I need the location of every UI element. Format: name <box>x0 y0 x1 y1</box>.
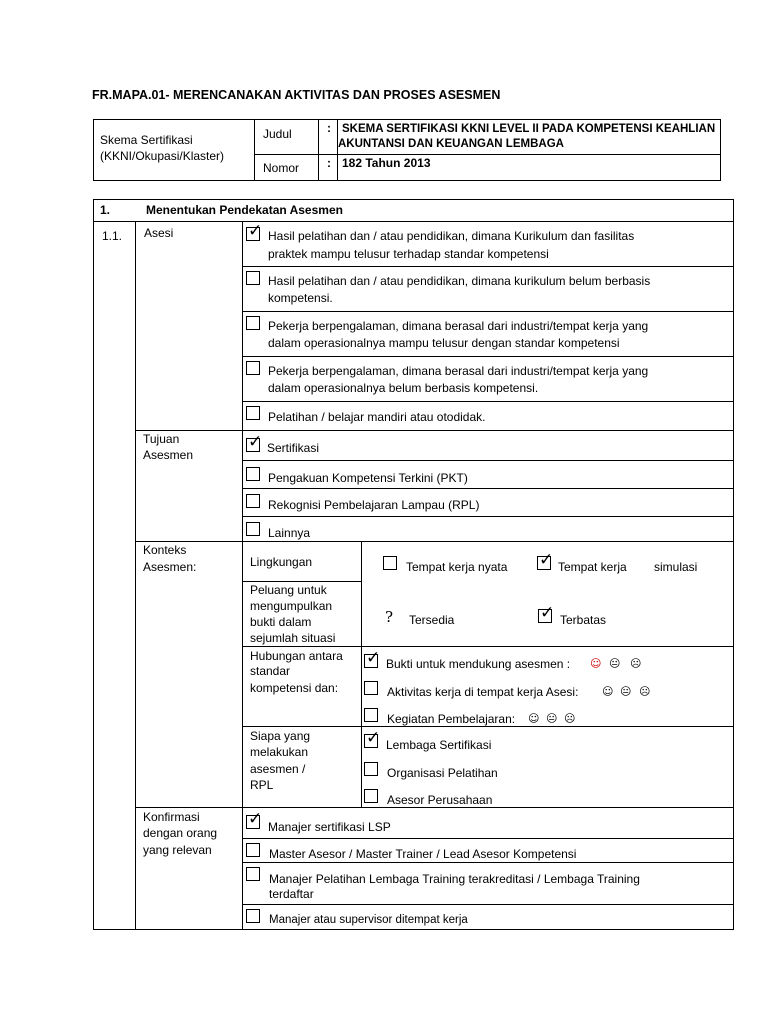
tempat-kerja-simulasi-label: Tempat kerja <box>558 560 627 574</box>
lembaga-sertifikasi-checkbox[interactable] <box>364 728 381 748</box>
asesi-option-1: Hasil pelatihan dan / atau pendidikan, dimana Kurikulum dan fasilitas <box>268 229 635 243</box>
bukti-label: Bukti untuk mendukung asesmen : <box>386 657 571 671</box>
konfirmasi-label: Konfirmasi <box>143 810 200 824</box>
judul-value-line2: AKUNTANSI DAN KEUANGAN LEMBAGA <box>338 138 564 150</box>
asesi-option-2-checkbox[interactable] <box>246 271 260 285</box>
konteks-label-line2: Asesmen: <box>143 560 197 574</box>
kegiatan-checkbox[interactable] <box>364 708 378 722</box>
terbatas-label: Terbatas <box>560 613 607 627</box>
tujuan-option-3: Rekognisi Pembelajaran Lampau (RPL) <box>268 498 480 512</box>
hubungan-label: Hubungan antara <box>250 649 343 663</box>
tujuan-label-line2: Asesmen <box>143 448 194 462</box>
konfirmasi-option-3-line2: terdaftar <box>269 887 314 901</box>
nomor-value: 182 Tahun 2013 <box>342 156 431 170</box>
check-icon: ✓ <box>248 432 263 451</box>
terbatas-checkbox[interactable] <box>538 603 555 623</box>
asesi-option-3: Pekerja berpengalaman, dimana berasal dari industri/tempat kerja yang <box>268 319 649 333</box>
aktivitas-checkbox[interactable] <box>364 681 378 695</box>
asesi-option-1-checkbox[interactable] <box>246 221 263 241</box>
tujuan-option-3-checkbox[interactable] <box>246 494 260 508</box>
asesi-option-3-line2: dalam operasionalnya mampu telusur dengan standar kompetensi <box>268 336 620 350</box>
peluang-label-line3: bukti dalam <box>250 615 312 629</box>
tempat-kerja-simulasi-checkbox[interactable] <box>537 550 554 570</box>
tempat-kerja-nyata-checkbox[interactable] <box>383 556 397 570</box>
tempat-kerja-nyata-label: Tempat kerja nyata <box>406 560 508 574</box>
bukti-neutral-icon: 😐 <box>609 657 621 670</box>
konfirmasi-label-line2: dengan orang <box>143 826 218 840</box>
asesi-option-1-line2: praktek mampu telusur terhadap standar kompetensi <box>268 247 549 261</box>
hubungan-label-line2: standar <box>250 664 291 678</box>
kegiatan-happy-icon: ☺ <box>528 712 540 725</box>
nomor-label: Nomor <box>263 161 300 175</box>
asesi-option-5-checkbox[interactable] <box>246 406 260 420</box>
bukti-checkbox[interactable] <box>364 648 381 668</box>
hubungan-label-line3: kompetensi dan: <box>250 681 339 695</box>
tujuan-label: Tujuan <box>143 432 180 446</box>
organisasi-pelatihan-checkbox[interactable] <box>364 762 378 776</box>
section-title: Menentukan Pendekatan Asesmen <box>146 203 343 217</box>
asesi-option-3-checkbox[interactable] <box>246 316 260 330</box>
konfirmasi-option-1: Manajer sertifikasi LSP <box>268 820 391 834</box>
bukti-sad-icon: ☹ <box>630 657 642 670</box>
siapa-label: Siapa yang <box>250 729 311 743</box>
check-icon: ✓ <box>248 221 263 240</box>
asesi-option-4-checkbox[interactable] <box>246 361 260 375</box>
siapa-label-line2: melakukan <box>250 745 309 759</box>
asesor-perusahaan-checkbox[interactable] <box>364 789 378 803</box>
peluang-label-line4: sejumlah situasi <box>250 631 336 645</box>
peluang-label: Peluang untuk <box>250 583 327 597</box>
tujuan-option-2-checkbox[interactable] <box>246 467 260 481</box>
aktivitas-happy-icon: ☺ <box>602 685 614 698</box>
skema-label-sub: (KKNI/Okupasi/Klaster) <box>100 149 225 163</box>
tujuan-option-1: Sertifikasi <box>267 441 320 455</box>
check-icon: ✓ <box>366 648 381 667</box>
asesi-label: Asesi <box>144 226 174 240</box>
sub-section-number: 1.1. <box>102 229 123 243</box>
aktivitas-neutral-icon: 😐 <box>620 685 632 698</box>
konfirmasi-option-2-checkbox[interactable] <box>246 843 260 857</box>
asesi-option-2: Hasil pelatihan dan / atau pendidikan, dimana kurikulum belum berbasis <box>268 274 651 288</box>
konfirmasi-option-4: Manajer atau supervisor ditempat kerja <box>269 914 468 926</box>
asesor-perusahaan-label: Asesor Perusahaan <box>387 793 493 807</box>
aktivitas-label: Aktivitas kerja di tempat kerja Asesi: <box>387 685 579 699</box>
asesi-option-4: Pekerja berpengalaman, dimana berasal dari industri/tempat kerja yang <box>268 364 649 378</box>
aktivitas-sad-icon: ☹ <box>639 685 651 698</box>
asesi-option-4-line2: dalam operasionalnya belum berbasis kompetensi. <box>268 381 539 395</box>
konfirmasi-option-2: Master Asesor / Master Trainer / Lead Asesor Kompetensi <box>269 847 577 861</box>
siapa-label-line3: asesmen / <box>250 762 306 776</box>
kegiatan-label: Kegiatan Pembelajaran: <box>387 712 516 726</box>
tujuan-option-4: Lainnya <box>268 526 311 540</box>
tujuan-option-4-checkbox[interactable] <box>246 522 260 536</box>
skema-label: Skema Sertifikasi <box>100 133 193 147</box>
asesi-option-5: Pelatihan / belajar mandiri atau otodidak. <box>268 410 486 424</box>
konfirmasi-option-3: Manajer Pelatihan Lembaga Training terakreditasi / Lembaga Training <box>269 872 640 886</box>
judul-label: Judul <box>263 127 292 141</box>
konfirmasi-option-4-checkbox[interactable] <box>246 909 260 923</box>
siapa-label-line4: RPL <box>250 778 274 792</box>
konfirmasi-option-1-checkbox[interactable] <box>246 809 263 829</box>
lembaga-sertifikasi-label: Lembaga Sertifikasi <box>386 738 492 752</box>
check-icon: ✓ <box>539 550 554 569</box>
document-title: FR.MAPA.01- MERENCANAKAN AKTIVITAS DAN PROSES ASESMEN <box>92 88 501 102</box>
peluang-label-line2: mengumpulkan <box>250 599 333 613</box>
asesi-option-2-line2: kompetensi. <box>268 291 333 305</box>
check-icon: ✓ <box>540 603 555 622</box>
lingkungan-label: Lingkungan <box>250 555 313 569</box>
tersedia-label: Tersedia <box>409 613 455 627</box>
check-icon: ✓ <box>366 728 381 747</box>
section-number: 1. <box>100 203 111 217</box>
tersedia-question-icon: ? <box>385 608 394 626</box>
bukti-happy-icon: ☺ <box>590 657 602 670</box>
tempat-kerja-simulasi-suffix: simulasi <box>654 560 698 574</box>
tujuan-option-1-checkbox[interactable] <box>246 432 263 452</box>
judul-value: SKEMA SERTIFIKASI KKNI LEVEL II PADA KOMPETENSI KEAHLIAN <box>342 123 716 135</box>
konfirmasi-label-line3: yang relevan <box>143 843 212 857</box>
tujuan-option-2: Pengakuan Kompetensi Terkini (PKT) <box>268 471 468 485</box>
organisasi-pelatihan-label: Organisasi Pelatihan <box>387 766 498 780</box>
judul-colon: : <box>327 121 331 135</box>
konteks-label: Konteks <box>143 543 187 557</box>
konfirmasi-option-3-checkbox[interactable] <box>246 867 260 881</box>
nomor-colon: : <box>327 156 331 170</box>
check-icon: ✓ <box>248 809 263 828</box>
kegiatan-neutral-icon: 😐 <box>546 712 558 725</box>
kegiatan-sad-icon: ☹ <box>564 712 576 725</box>
